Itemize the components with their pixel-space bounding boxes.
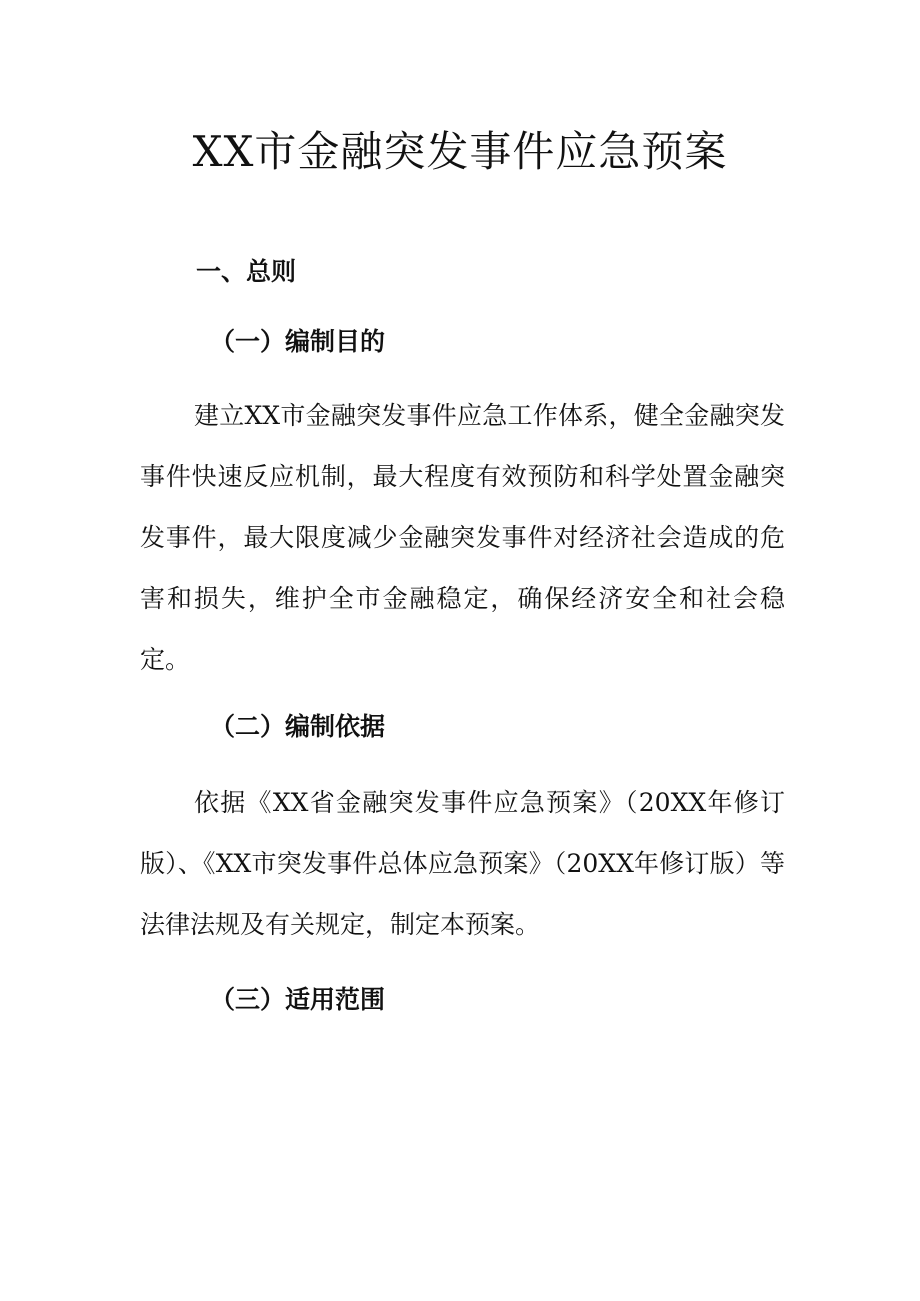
paragraph-basis: 依据《XX省金融突发事件应急预案》（20XX年修订版）、《XX市突发事件总体应急预案》（20XX年修订版）等法律法规及有关规定，制定本预案。 [140,788,785,939]
subsection-heading-basis: （二）编制依据 [210,712,386,741]
section-heading-general-principles: 一、总则 [196,257,297,286]
subsection-heading-purpose: （一）编制目的 [210,327,386,356]
paragraph-purpose: 建立XX市金融突发事件应急工作体系，健全金融突发事件快速反应机制，最大程度有效预防和科学处置金融突发事件，最大限度减少金融突发事件对经济社会造成的危害和损失，维护全市金融稳定，确保经济安全和社会稳定。 [140,401,785,674]
document-title: XX市金融突发事件应急预案 [192,127,728,176]
subsection-heading-scope: （三）适用范围 [210,985,386,1014]
